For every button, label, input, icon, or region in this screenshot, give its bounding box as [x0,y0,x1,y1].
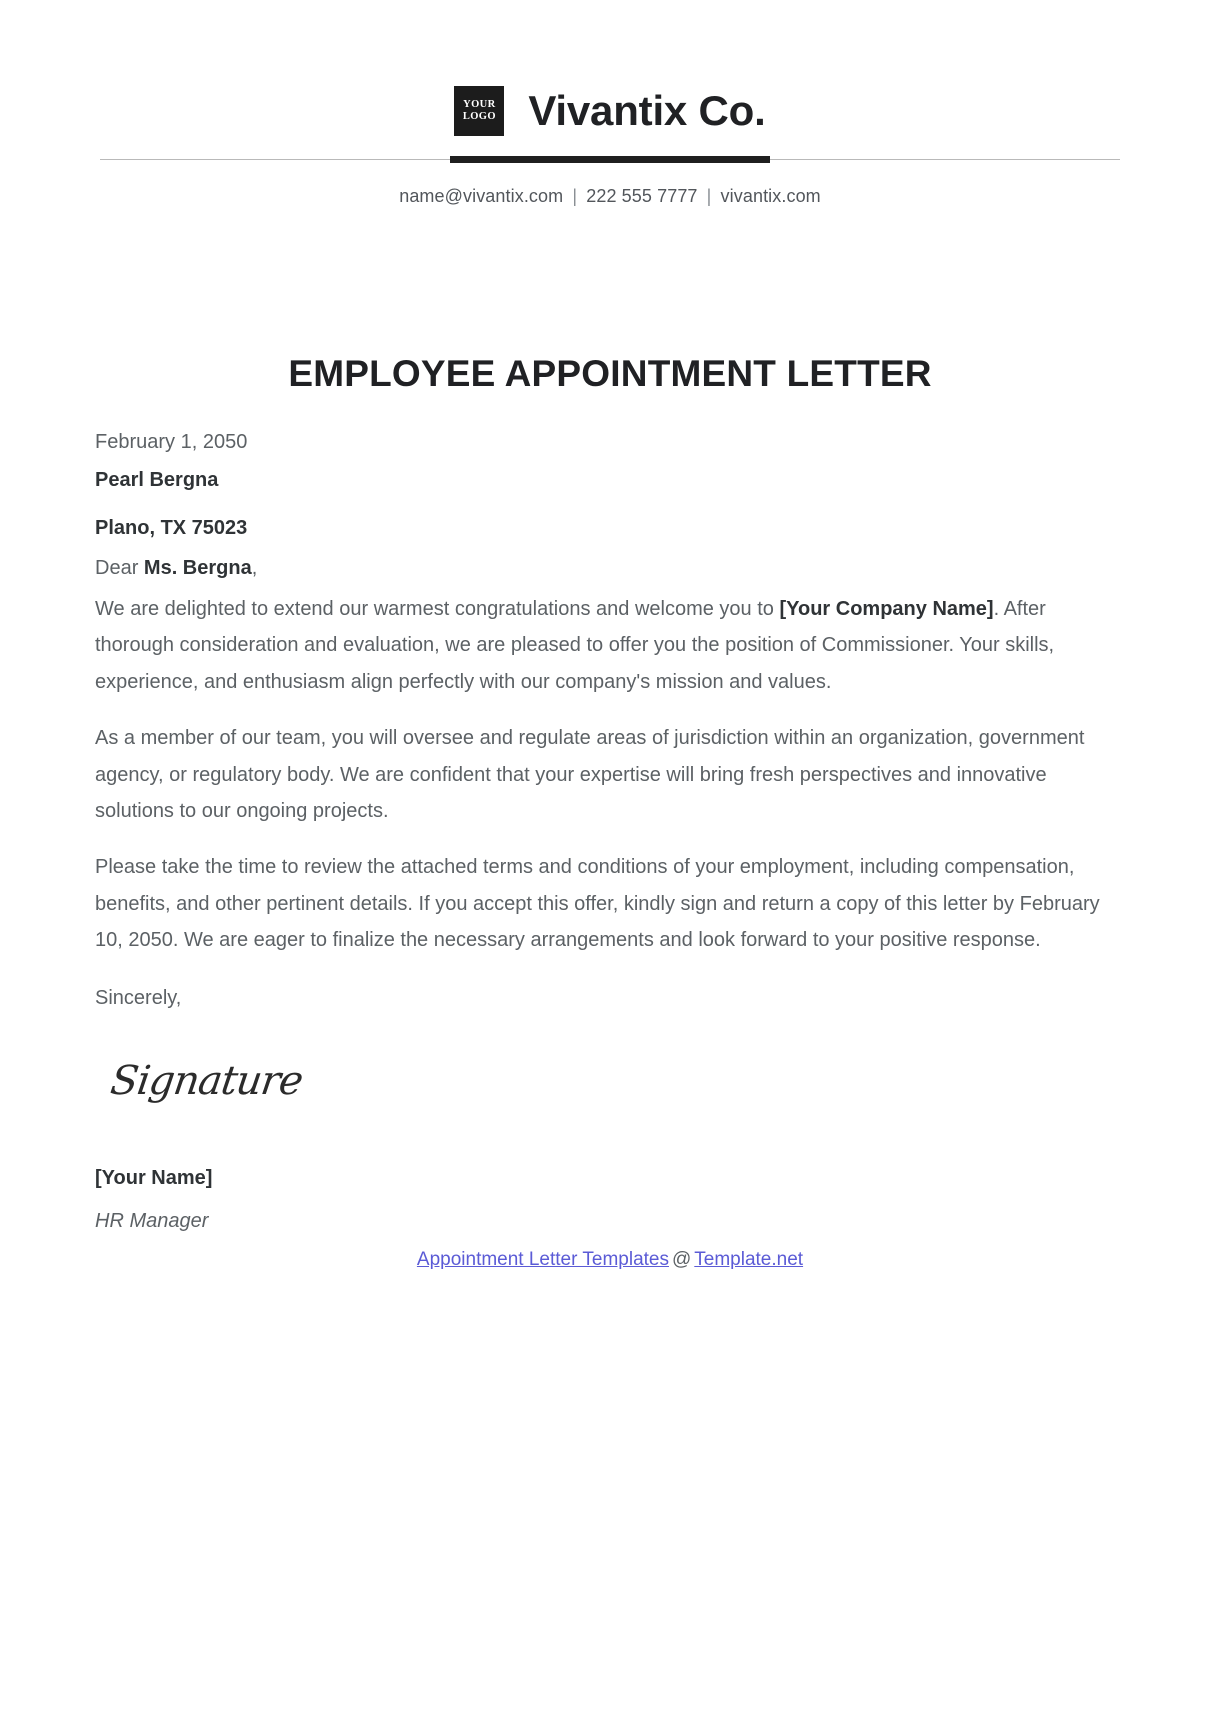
salutation [95,549,1125,587]
closing-line: Sincerely, [95,986,182,1009]
company-logo [454,86,504,136]
letterhead [0,0,1220,136]
contact-phone: 222 555 7777 [586,186,698,206]
contact-separator-1: | [572,186,578,206]
contact-separator-2: | [706,186,712,206]
contact-website: vivantix.com [720,186,821,206]
signature-script: Signature [107,1057,306,1104]
recipient-name: Pearl Bergna [95,469,219,491]
recipient-address: Plano, TX 75023 [95,517,248,539]
letter-date: February 1, 2050 [95,431,248,453]
divider-accent-bar [450,156,770,163]
paragraph-1-text-before: We are delighted to extend our warmest congratulations and welcome you to [95,598,780,620]
header-divider [0,156,1220,164]
footer-at-symbol: @ [671,1248,692,1270]
signer-name: [Your Name] [95,1166,213,1189]
paragraph-1-text-after: . After thorough consideration and evaluation, we are pleased to offer you the position of Commissioner. Your skills, experience, and enthusiasm align perfectly with our company's mission and values. [95,598,1055,693]
contact-email: name@vivantix.com [399,186,564,206]
appointment-letter-templates-link[interactable]: Appointment Letter Templates [416,1248,669,1270]
footer-attribution [0,1249,1220,1271]
letter-body [0,423,1220,1233]
paragraph-2: As a member of our team, you will oversee and regulate areas of jurisdiction within an organization, government agency, or regulatory body. We are confident that your expertise will bring fresh perspectives and innovative solutions to our ongoing projects. [95,727,1085,822]
paragraph-1 [95,591,1125,700]
salutation-prefix: Dear [95,557,144,579]
template-net-link[interactable]: Template.net [694,1248,804,1270]
logo-line-1: YOUR [463,98,496,110]
signer-title: HR Manager [95,1209,209,1232]
salutation-name: Ms. Bergna [143,557,252,579]
company-name: Vivantix Co. [528,87,766,134]
company-name-placeholder: [Your Company Name] [779,598,994,620]
salutation-suffix: , [251,557,258,579]
paragraph-3: Please take the time to review the attached terms and conditions of your employment, including compensation, benefits, and other pertinent details. If you accept this offer, kindly sign and return a copy of this letter by February 10, 2050. We are eager to finalize the necessary arrangements and look forward to your positive response. [95,856,1100,952]
logo-line-2: LOGO [462,111,496,122]
contact-line [0,186,1220,207]
page-title: EMPLOYEE APPOINTMENT LETTER [288,353,932,394]
